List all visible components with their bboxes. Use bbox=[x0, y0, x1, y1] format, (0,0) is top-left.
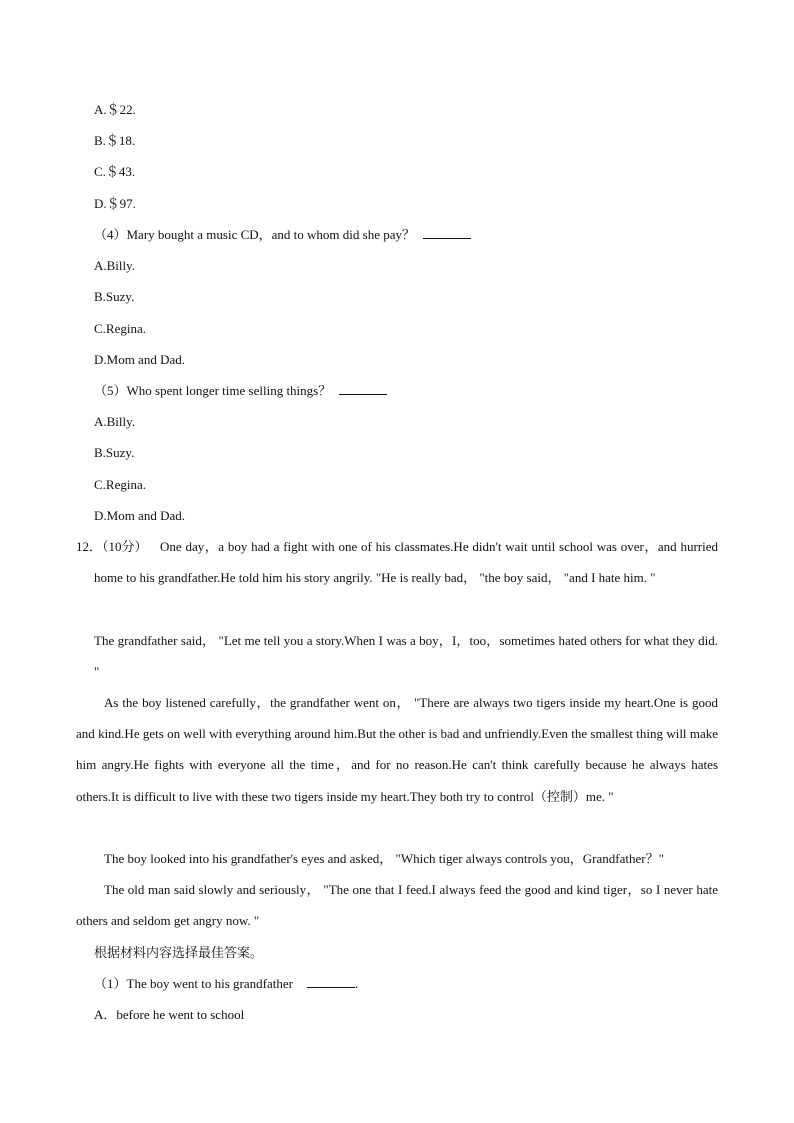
option-d: D.＄97. bbox=[94, 196, 136, 211]
period-mark: . bbox=[354, 976, 359, 991]
q5-option-b: B.Suzy. bbox=[94, 445, 135, 460]
passage-paragraph-3: As the boy listened carefully，the grandfather went on， "There are always two tigers inside my heart.One is good and kind.He gets on well with everything around him.But the other is bad and unfriendly.Even the smallest thing will make him angry.He fights with everyone all the time，and for no reason.He can't think carefully because he always hates others.It is difficult to live with these two tigers inside my heart.They both try to control（控制）me. " bbox=[76, 695, 718, 804]
answer-blank bbox=[307, 975, 355, 988]
q5-option-c: C.Regina. bbox=[94, 477, 146, 492]
q5-option-d: D.Mom and Dad. bbox=[94, 508, 185, 523]
answer-blank bbox=[423, 226, 471, 239]
question-number: 12．（10分） bbox=[76, 539, 148, 554]
option-a: A.＄22. bbox=[94, 102, 136, 117]
q4-option-a: A.Billy. bbox=[94, 258, 136, 273]
q4-option-c: C.Regina. bbox=[94, 321, 146, 336]
option-c: C.＄43. bbox=[94, 164, 136, 179]
q12-sub1-option-a: A．before he went to school bbox=[94, 1007, 245, 1022]
question-5-stem: （5）Who spent longer time selling things？ bbox=[94, 383, 332, 398]
question-4 bbox=[94, 219, 471, 250]
question-4-stem: （4）Mary bought a music CD，and to whom did she pay？ bbox=[94, 227, 415, 242]
q12-sub1 bbox=[94, 968, 358, 999]
q12-para1-block bbox=[76, 531, 718, 593]
answer-blank bbox=[339, 382, 387, 395]
q4-option-b: B.Suzy. bbox=[94, 289, 135, 304]
instruction: 根据材料内容选择最佳答案。 bbox=[94, 945, 264, 960]
passage-paragraph-2: The grandfather said， "Let me tell you a story.When I was a boy，I，too，sometimes hated others for what they did. " bbox=[94, 633, 718, 680]
q4-option-d: D.Mom and Dad. bbox=[94, 352, 185, 367]
question-5 bbox=[94, 375, 387, 406]
passage-paragraph-4: The boy looked into his grandfather's eyes and asked， "Which tiger always controls you，Grandfather？" bbox=[104, 851, 664, 866]
q12-sub1-stem: （1）The boy went to his grandfather bbox=[94, 976, 293, 991]
passage-paragraph-5: The old man said slowly and seriously， "The one that I feed.I always feed the good and kind tiger，so I never hate others and seldom get angry now. " bbox=[76, 882, 718, 929]
passage-paragraph-1: One day，a boy had a fight with one of his classmates.He didn't wait until school was over，and hurried home to his grandfather.He told him his story angrily. "He is really bad， "the boy said， "and I hate him. " bbox=[94, 539, 718, 586]
option-b: B.＄18. bbox=[94, 133, 136, 148]
q5-option-a: A.Billy. bbox=[94, 414, 136, 429]
